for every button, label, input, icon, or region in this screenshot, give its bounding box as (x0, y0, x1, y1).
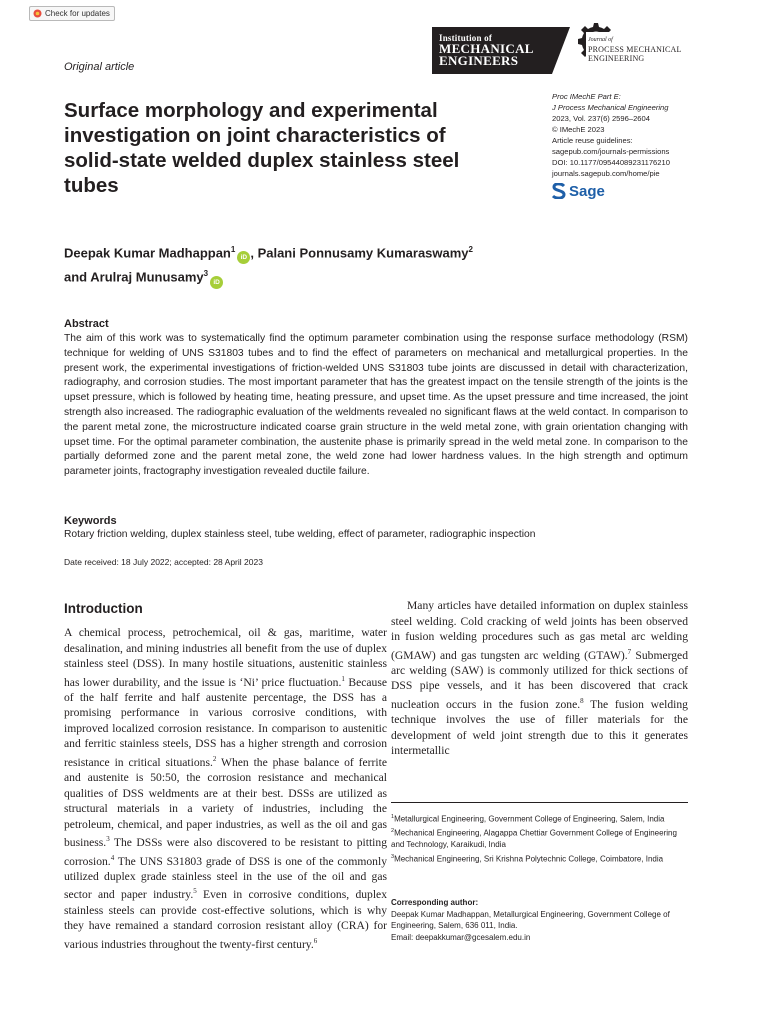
affiliation-3 (391, 852, 691, 865)
abstract-text: The aim of this work was to systematically find the optimum parameter combination using the response surface methodology (RSM) technique for welding of UNS S31803 tubes and to find the effect of parameters on mechanical and metallurgical properties. In the present work, the experimental investigations of friction-welded UNS S31803 tube joints are discussed in detail with characterization, radiography, and corrosion studies. The most important parameter that has the greatest impact on the tensile strength of the joints is the upset pressure, which is followed by heating time, heating pressure, and upset time. As the upset pressure and time increased, the joint strength also increased. The radiographic evaluation of the weldments revealed no significant flaws at the weld contact. In comparison to the parent metal zone, the microstructure indicated coarse grain structure in the weld metal zone, with grain orientation changing with upset time. For the optimal parameter combination, the austenite phase is primarily spread in the weld metal zone. In comparison to the partially deformed zone and the parent metal zone, the weld zone had lower hardness values. In the high strength and optimum parameter joints, fractography investigation revealed ductile failure. (64, 333, 688, 478)
meta-journal-name: J Process Mechanical Engineering (552, 103, 669, 112)
keywords-heading: Keywords (64, 515, 117, 527)
orcid-icon[interactable]: iD (210, 276, 223, 289)
article-meta (552, 91, 722, 179)
corresponding-heading: Corresponding author: (391, 898, 479, 907)
logo-line-3: ENGINEERS (439, 53, 519, 68)
text-run: The DSSs were also discovered to be resistant to pitting corrosion. (64, 836, 387, 868)
sage-s-icon (552, 183, 566, 199)
meta-doi[interactable]: DOI: 10.1177/09544089231176210 (552, 158, 670, 167)
author-conjunction: and (64, 269, 91, 285)
text-run: A chemical process, petrochemical, oil & gas, maritime, water desalination, and mining industries all benefit from the use of duplex stainless steel (DSS). In many hostile situations, austenitic stainless has lower durability, and the issue is ‘Ni’ price fluctuation. (64, 626, 387, 689)
corresponding-address: Deepak Kumar Madhappan, Metallurgical Engineering, Government College of Engineering, Salem, 636 011, India. (391, 909, 670, 930)
citation-ref[interactable]: 5 (193, 887, 197, 896)
affil-text: Metallurgical Engineering, Government College of Engineering, Salem, India (394, 814, 665, 824)
corresponding-author (391, 897, 691, 943)
affil-marker: 3 (391, 853, 395, 860)
article-title: Surface morphology and experimental investigation on joint characteristics of solid-state welded duplex stainless steel tubes (64, 99, 460, 197)
footnote-divider (391, 802, 688, 803)
author-separator: , (250, 245, 258, 261)
affil-marker: 1 (391, 814, 395, 820)
citation-ref[interactable]: 4 (110, 853, 115, 862)
citation-ref[interactable]: 7 (627, 647, 632, 656)
journal-logo-line-3: ENGINEERING (588, 54, 645, 63)
abstract-heading: Abstract (64, 318, 109, 330)
citation-ref[interactable]: 8 (580, 696, 584, 705)
text-run: The fusion welding technique involves the use of filler materials for the development of weld joint strength due to this it generates intermetallic (391, 697, 688, 758)
check-for-updates-label: Check for updates (45, 9, 110, 18)
meta-journal-part: Proc IMechE Part E: (552, 92, 621, 101)
text-run: The UNS S31803 grade of DSS is one of the commonly utilized duplex grade stainless steel in the use of the oil and gas sector and paper industry. (64, 854, 387, 902)
affiliation-1 (391, 812, 691, 825)
body-column-left (64, 625, 387, 952)
meta-reuse-label: Article reuse guidelines: (552, 136, 633, 145)
meta-volume: 2023, Vol. 237(6) 2596–2604 (552, 114, 650, 123)
author-2: Palani Ponnusamy Kumaraswamy (257, 245, 469, 261)
citation-ref[interactable]: 3 (106, 835, 110, 844)
text-run: Many articles have detailed information on duplex stainless steel welding. Cold cracking of weld joints has been observed in fusion welding procedures such as gas metal arc welding (GMAW) and gas tungsten arc welding (GTAW). (391, 599, 688, 662)
article-type: Original article (64, 61, 135, 73)
sage-wordmark: Sage (569, 182, 605, 200)
author-1: Deepak Kumar Madhappan (64, 245, 231, 261)
logo-line-1: Institution of (439, 33, 493, 43)
citation-ref[interactable]: 2 (212, 754, 217, 763)
keywords-text: Rotary friction welding, duplex stainless steel, tube welding, effect of parameter, radiographic inspection (64, 529, 536, 540)
text-run: Because of the half ferrite and half austenite percentage, the DSS has a promising performance in various corrosive conditions, with improved localized corrosion resistance. In comparison to austenitic and ferritic stainless steels, DSS has a higher strength and corrosion resistance in critical situations. (64, 675, 388, 769)
update-check-icon (33, 9, 42, 18)
citation-ref[interactable]: 6 (313, 936, 318, 945)
citation-ref[interactable]: 1 (341, 674, 345, 683)
text-run: Submerged arc welding (SAW) is commonly utilized for thick sections of DSS pipe vessels, and it has been discovered that crack nucleation occurs in the fusion zone. (391, 648, 688, 711)
meta-copyright: © IMechE 2023 (552, 125, 605, 134)
author-3-affil: 3 (203, 269, 209, 279)
journal-logo-line-1: Journal of (588, 37, 613, 43)
body-column-right (391, 598, 688, 759)
affiliation-2 (391, 826, 691, 851)
journal-logo-text (588, 36, 682, 63)
author-3: Arulraj Munusamy (90, 269, 204, 285)
imeche-logo-text (439, 33, 534, 67)
meta-permissions-link[interactable]: sagepub.com/journals-permissions (552, 147, 670, 156)
text-run: Even in corrosive conditions, duplex stainless steels can provide cost-effective solutions, which is why they have remained a standard corrosion resistant alloy (CRA) for various industries throughout the twenty-first century. (64, 888, 387, 951)
intro-paragraph-2 (391, 598, 688, 759)
affil-text: Mechanical Engineering, Sri Krishna Polytechnic College, Coimbatore, India (394, 854, 664, 864)
intro-paragraph-1 (64, 625, 387, 952)
article-dates: Date received: 18 July 2022; accepted: 28 April 2023 (64, 557, 263, 567)
sage-logo (552, 181, 612, 201)
author-2-affil: 2 (468, 245, 473, 254)
affil-marker: 2 (391, 828, 395, 835)
affil-text: Mechanical Engineering, Alagappa Chettiar Government College of Engineering and Technology, Karaikudi, India (391, 828, 677, 850)
check-for-updates-badge[interactable] (29, 6, 115, 21)
introduction-heading: Introduction (64, 601, 143, 616)
journal-logo-line-2: PROCESS MECHANICAL (588, 45, 682, 54)
author-list (64, 240, 564, 289)
text-run: When the phase balance of ferrite and austenite is 50:50, the corrosion resistance and mechanical qualities of DSS weldments are at their best. DSSs are utilized as structural materials in a variety of industries, including the petroleum, chemical, and paper industries, as well as the oil and gas business. (64, 755, 387, 850)
author-1-affil: 1 (230, 245, 236, 254)
logo-line-2: MECHANICAL (439, 41, 534, 56)
corresponding-email[interactable]: Email: deepakkumar@gcesalem.edu.in (391, 932, 531, 942)
meta-journal-link[interactable]: journals.sagepub.com/home/pie (552, 169, 660, 178)
affiliations (391, 812, 691, 866)
orcid-icon[interactable]: iD (237, 251, 250, 264)
